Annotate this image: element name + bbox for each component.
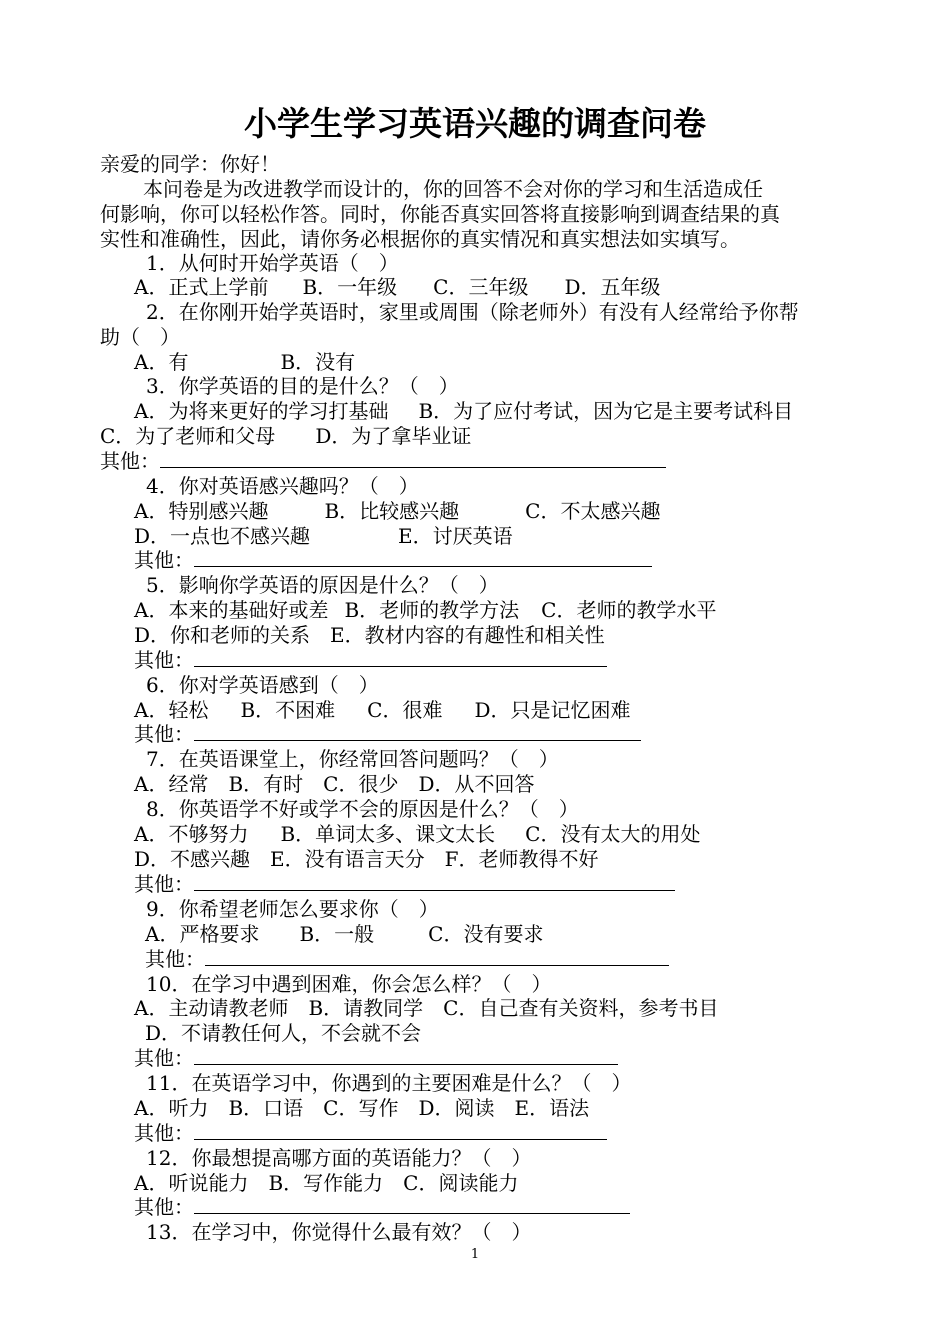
question-5-stem: 5．影响你学英语的原因是什么？（ ） (146, 573, 499, 597)
question-11-options (134, 1096, 589, 1121)
q11-other-label: 其他： (134, 1121, 194, 1145)
question-6-other (134, 722, 641, 747)
q12-option-a[interactable]: A．听说能力 (134, 1171, 249, 1195)
q4-option-e[interactable]: E．讨厌英语 (398, 524, 513, 548)
q1-option-c[interactable]: C．三年级 (433, 275, 529, 299)
question-7-stem: 7．在英语课堂上，你经常回答问题吗？（ ） (146, 747, 559, 771)
question-2-stem: 2．在你刚开始学英语时，家里或周围（除老师外）有没有人经常给予你帮 (146, 300, 799, 324)
q9-option-a[interactable]: A．严格要求 (145, 922, 260, 946)
greeting: 亲爱的同学：你好！ (100, 152, 280, 176)
question-3-options-1 (134, 399, 793, 424)
q4-other-blank[interactable] (194, 548, 652, 567)
q11-option-a[interactable]: A．听力 (134, 1096, 209, 1120)
question-8-options-2 (134, 847, 599, 872)
q3-other-blank[interactable] (160, 449, 666, 468)
q2-option-a[interactable]: A．有 (134, 350, 189, 374)
q8-other-blank[interactable] (194, 872, 675, 891)
question-9-options (145, 922, 543, 947)
q12-option-c[interactable]: C．阅读能力 (403, 1171, 519, 1195)
q6-option-c[interactable]: C．很难 (367, 698, 443, 722)
question-3-options-2 (100, 424, 471, 449)
question-8-other (134, 872, 675, 897)
q10-option-d[interactable]: D．不请教任何人，不会就不会 (145, 1021, 422, 1045)
q9-other-label: 其他： (145, 947, 205, 971)
q7-option-b[interactable]: B．有时 (228, 772, 304, 796)
question-5-other (134, 648, 607, 673)
q2-option-b[interactable]: B．没有 (280, 350, 356, 374)
question-12-other (134, 1195, 630, 1220)
question-4-stem: 4．你对英语感兴趣吗？（ ） (146, 474, 419, 498)
question-10-options-2 (145, 1021, 421, 1046)
question-6-options (134, 698, 631, 723)
question-11-other (134, 1121, 607, 1146)
q5-option-b[interactable]: B．老师的教学方法 (344, 598, 520, 622)
q3-option-b[interactable]: B．为了应付考试，因为它是主要考试科目 (418, 399, 794, 423)
q9-option-b[interactable]: B．一般 (299, 922, 375, 946)
q3-option-c[interactable]: C．为了老师和父母 (100, 424, 276, 448)
question-12-options (134, 1171, 518, 1196)
q7-option-c[interactable]: C．很少 (323, 772, 399, 796)
question-3-other (100, 449, 666, 474)
question-1-stem: 1．从何时开始学英语（ ） (146, 251, 399, 275)
q8-option-a[interactable]: A．不够努力 (134, 822, 249, 846)
question-8-options-1 (134, 822, 700, 847)
q8-other-label: 其他： (134, 872, 194, 896)
q8-option-f[interactable]: F．老师教得不好 (444, 847, 599, 871)
q4-option-c[interactable]: C．不太感兴趣 (525, 499, 661, 523)
q12-option-b[interactable]: B．写作能力 (268, 1171, 384, 1195)
q10-option-c[interactable]: C．自己查有关资料，参考书目 (443, 996, 719, 1020)
q7-option-a[interactable]: A．经常 (134, 772, 209, 796)
q3-option-d[interactable]: D．为了拿毕业证 (315, 424, 472, 448)
question-10-stem: 10．在学习中遇到困难，你会怎么样？（ ） (146, 972, 552, 996)
q1-option-d[interactable]: D．五年级 (564, 275, 661, 299)
q4-option-d[interactable]: D．一点也不感兴趣 (134, 524, 311, 548)
question-10-other (134, 1046, 618, 1071)
q5-other-blank[interactable] (194, 648, 607, 667)
q6-option-a[interactable]: A．轻松 (134, 698, 209, 722)
question-9-stem: 9．你希望老师怎么要求你（ ） (146, 897, 439, 921)
q12-other-blank[interactable] (194, 1195, 630, 1214)
question-5-options-1 (134, 598, 716, 623)
question-11-stem: 11．在英语学习中，你遇到的主要困难是什么？（ ） (146, 1071, 632, 1095)
question-12-stem: 12．你最想提高哪方面的英语能力？（ ） (146, 1146, 532, 1170)
intro-line-3: 实性和准确性，因此，请你务必根据你的真实情况和真实想法如实填写。 (100, 227, 740, 251)
question-6-stem: 6．你对学英语感到（ ） (146, 673, 379, 697)
q5-option-d[interactable]: D．你和老师的关系 (134, 623, 311, 647)
q9-option-c[interactable]: C．没有要求 (428, 922, 544, 946)
page-title: 小学生学习英语兴趣的调查问卷 (244, 104, 706, 143)
q7-option-d[interactable]: D．从不回答 (418, 772, 535, 796)
q4-option-a[interactable]: A．特别感兴趣 (134, 499, 269, 523)
intro-line-2: 何影响，你可以轻松作答。同时，你能否真实回答将直接影响到调查结果的真 (100, 202, 780, 226)
q9-other-blank[interactable] (205, 947, 669, 966)
q8-option-b[interactable]: B．单词太多、课文太长 (280, 822, 496, 846)
question-4-other (134, 548, 652, 573)
q10-option-b[interactable]: B．请教同学 (308, 996, 424, 1020)
q6-option-b[interactable]: B．不困难 (240, 698, 336, 722)
q1-option-b[interactable]: B．一年级 (302, 275, 398, 299)
intro-line-1: 本问卷是为改进教学而设计的，你的回答不会对你的学习和生活造成任 (143, 177, 763, 201)
q8-option-c[interactable]: C．没有太大的用处 (525, 822, 701, 846)
question-1-options (134, 275, 661, 300)
q5-other-label: 其他： (134, 648, 194, 672)
q12-other-label: 其他： (134, 1195, 194, 1219)
q11-other-blank[interactable] (194, 1121, 607, 1140)
q8-option-e[interactable]: E．没有语言天分 (270, 847, 425, 871)
q11-option-d[interactable]: D．阅读 (418, 1096, 495, 1120)
q4-other-label: 其他： (134, 548, 194, 572)
question-10-options-1 (134, 996, 718, 1021)
q1-option-a[interactable]: A．正式上学前 (134, 275, 269, 299)
question-5-options-2 (134, 623, 605, 648)
q6-other-label: 其他： (134, 722, 194, 746)
question-8-stem: 8．你英语学不好或学不会的原因是什么？（ ） (146, 797, 579, 821)
question-9-other (145, 947, 669, 972)
q5-option-a[interactable]: A．本来的基础好或差 (134, 598, 329, 622)
q8-option-d[interactable]: D．不感兴趣 (134, 847, 251, 871)
question-2-stem-cont: 助（ ） (100, 325, 180, 349)
q11-option-b[interactable]: B．口语 (228, 1096, 304, 1120)
q5-option-c[interactable]: C．老师的教学水平 (541, 598, 717, 622)
q3-option-a[interactable]: A．为将来更好的学习打基础 (134, 399, 389, 423)
q6-other-blank[interactable] (194, 722, 641, 741)
page-number: 1 (470, 1247, 480, 1262)
q11-option-e[interactable]: E．语法 (514, 1096, 590, 1120)
question-7-options (134, 772, 535, 797)
q11-option-c[interactable]: C．写作 (323, 1096, 399, 1120)
q3-other-label: 其他： (100, 449, 160, 473)
q10-option-a[interactable]: A．主动请教老师 (134, 996, 289, 1020)
q4-option-b[interactable]: B．比较感兴趣 (324, 499, 460, 523)
question-2-options (134, 350, 355, 375)
q6-option-d[interactable]: D．只是记忆困难 (474, 698, 631, 722)
question-13-stem: 13．在学习中，你觉得什么最有效？（ ） (146, 1220, 532, 1244)
question-4-options-2 (134, 524, 513, 549)
question-4-options-1 (134, 499, 660, 524)
question-3-stem: 3．你学英语的目的是什么？（ ） (146, 374, 459, 398)
q10-other-label: 其他： (134, 1046, 194, 1070)
q5-option-e[interactable]: E．教材内容的有趣性和相关性 (330, 623, 605, 647)
q10-other-blank[interactable] (194, 1046, 618, 1065)
